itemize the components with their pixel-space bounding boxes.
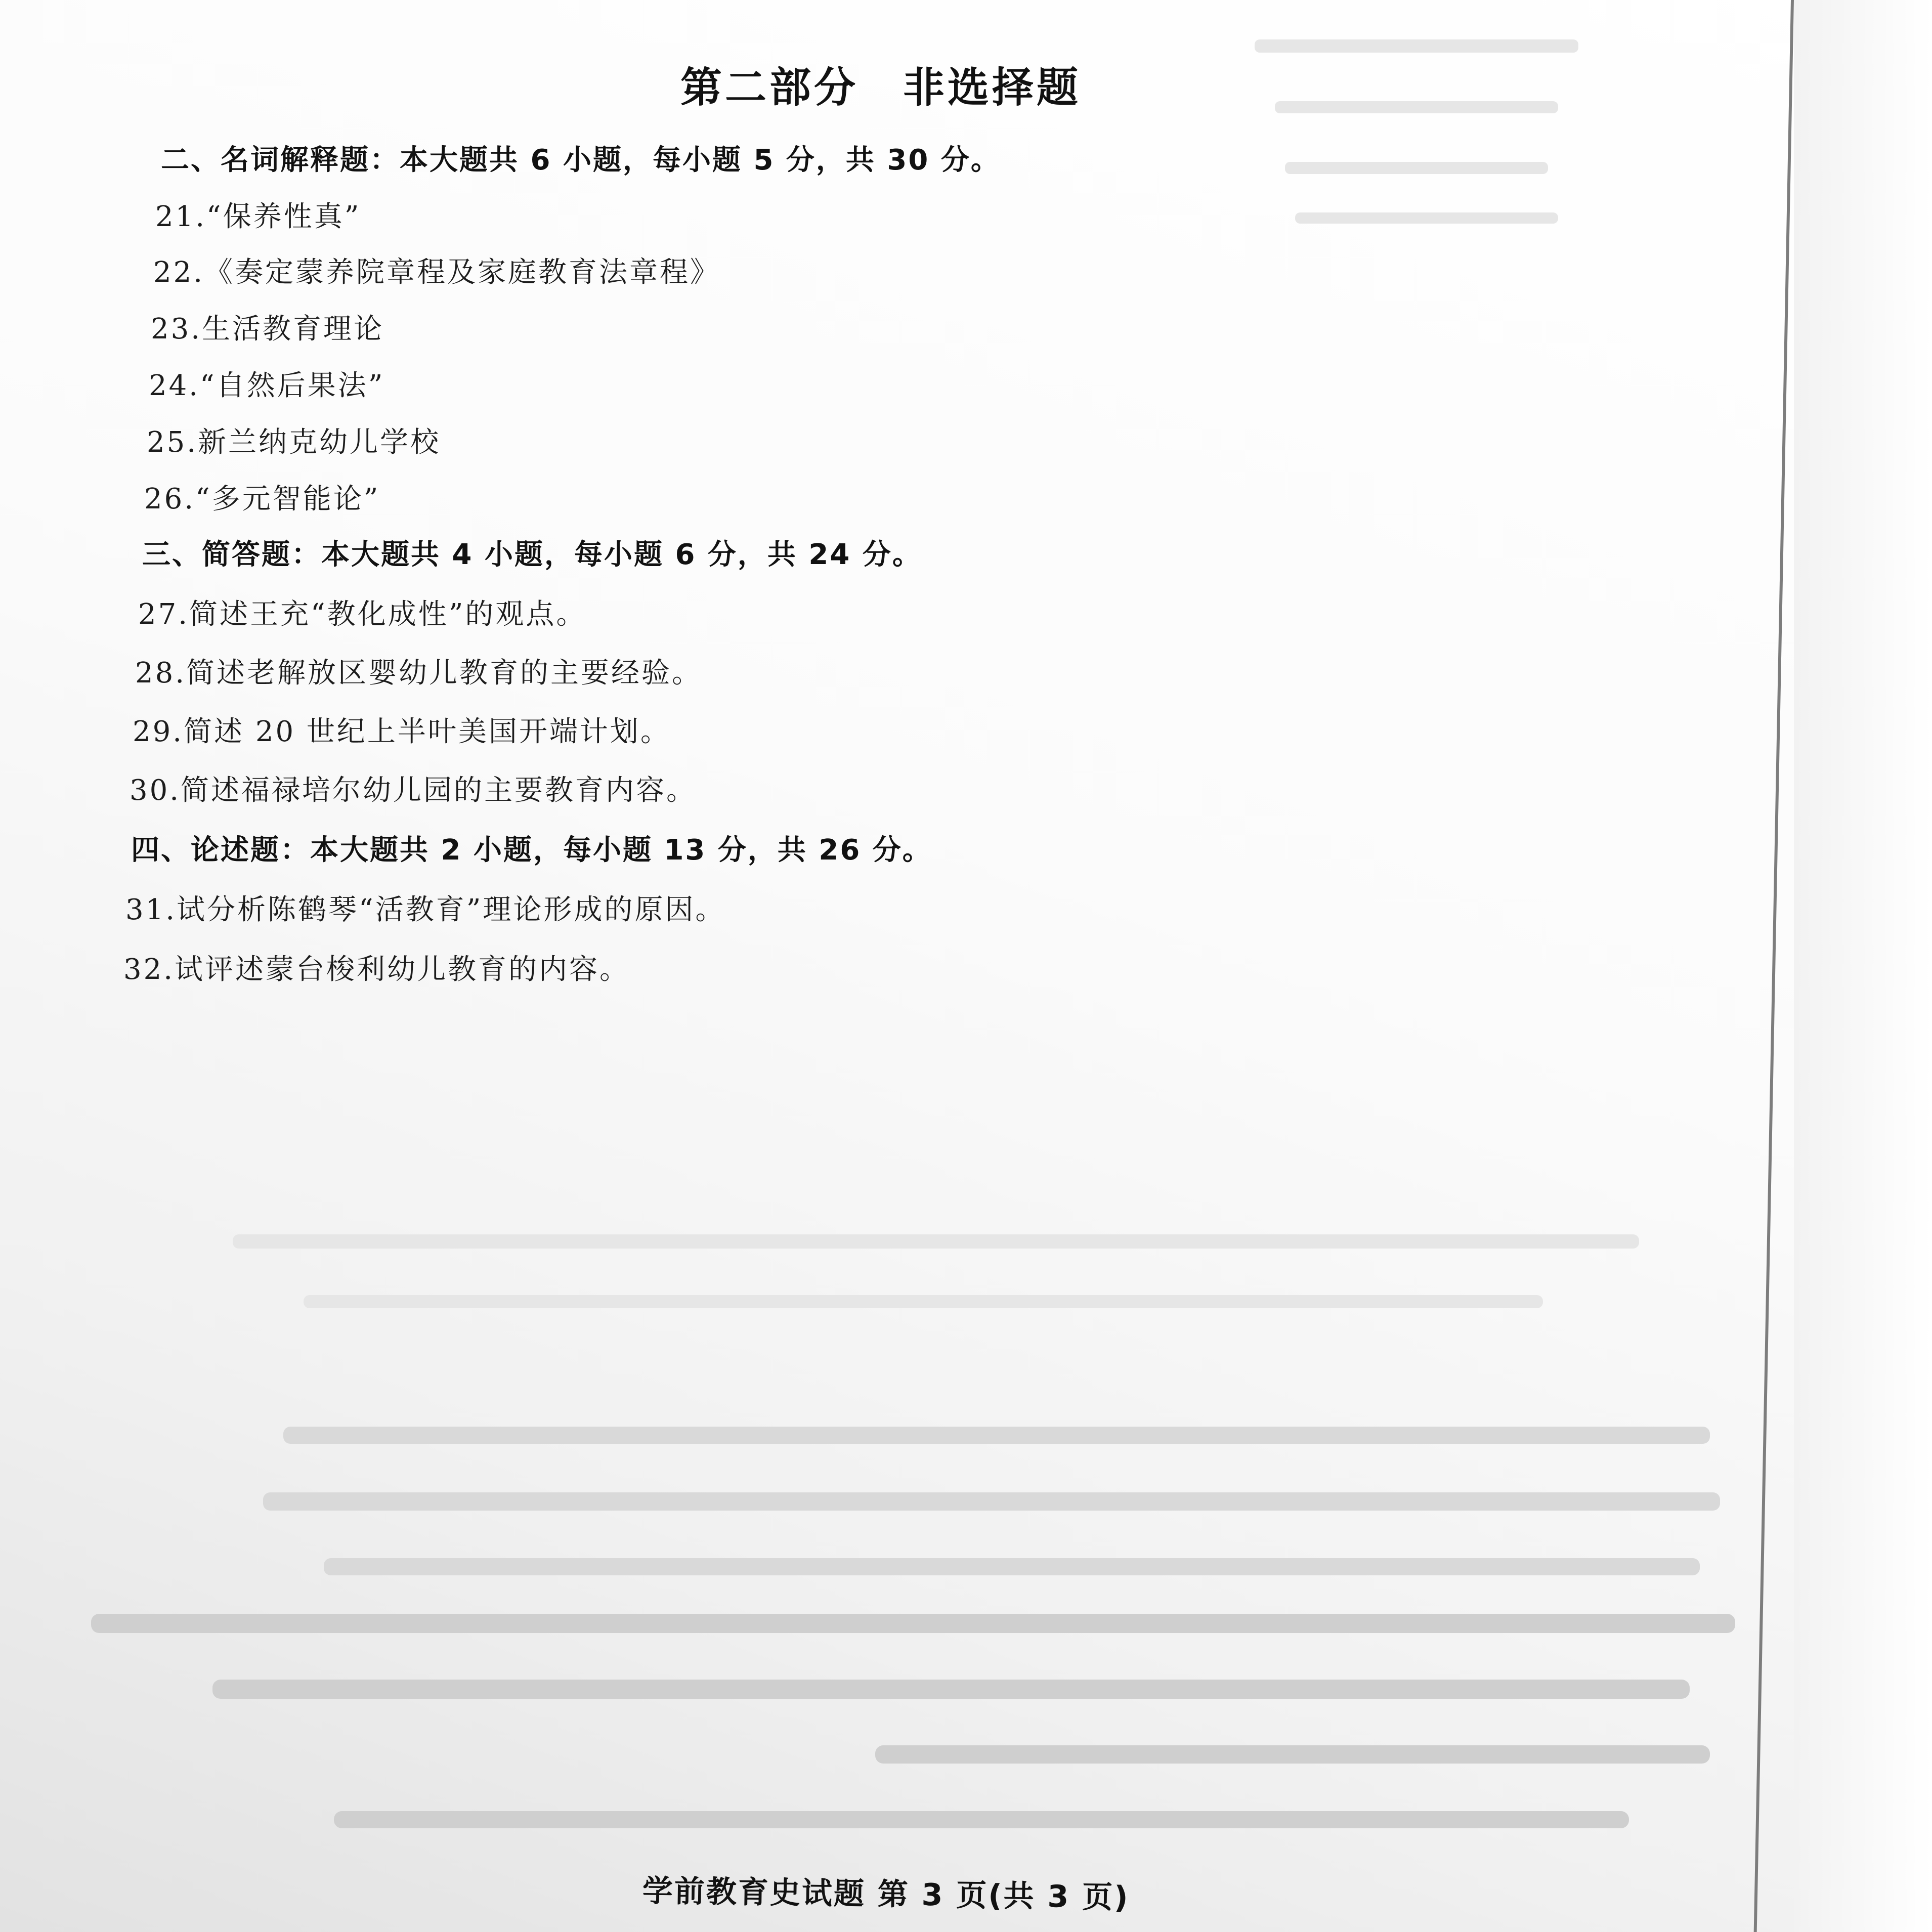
question-25: 25.新兰纳克幼儿学校 (147, 426, 441, 459)
part-title: 第二部分 非选择题 (680, 64, 1082, 112)
section-heading-term-definition: 二、名词解释题：本大题共 6 小题，每小题 5 分，共 30 分。 (161, 144, 1001, 177)
page-footer: 学前教育史试题 第 3 页(共 3 页) (642, 1873, 1130, 1916)
background-surface (1794, 0, 1932, 1932)
page-edge (1754, 0, 1794, 1932)
question-27: 27.简述王充“教化成性”的观点。 (138, 598, 587, 631)
question-22: 22.《奏定蒙养院章程及家庭教育法章程》 (153, 256, 721, 289)
question-28: 28.简述老解放区婴幼儿教育的主要经验。 (135, 657, 703, 690)
question-31: 31.试分析陈鹤琴“活教育”理论形成的原因。 (125, 893, 726, 926)
section-heading-short-answer: 三、简答题：本大题共 4 小题，每小题 6 分，共 24 分。 (142, 538, 922, 571)
question-29: 29.简述 20 世纪上半叶美国开端计划。 (133, 715, 671, 748)
question-30: 30.简述福禄培尔幼儿园的主要教育内容。 (130, 774, 697, 807)
question-26: 26.“多元智能论” (144, 483, 380, 516)
section-heading-essay: 四、论述题：本大题共 2 小题，每小题 13 分，共 26 分。 (131, 834, 932, 867)
question-24: 24.“自然后果法” (149, 369, 385, 402)
question-21: 21.“保养性真” (155, 200, 361, 233)
question-23: 23.生活教育理论 (151, 313, 384, 346)
question-32: 32.试评述蒙台梭利幼儿教育的内容。 (123, 953, 630, 986)
